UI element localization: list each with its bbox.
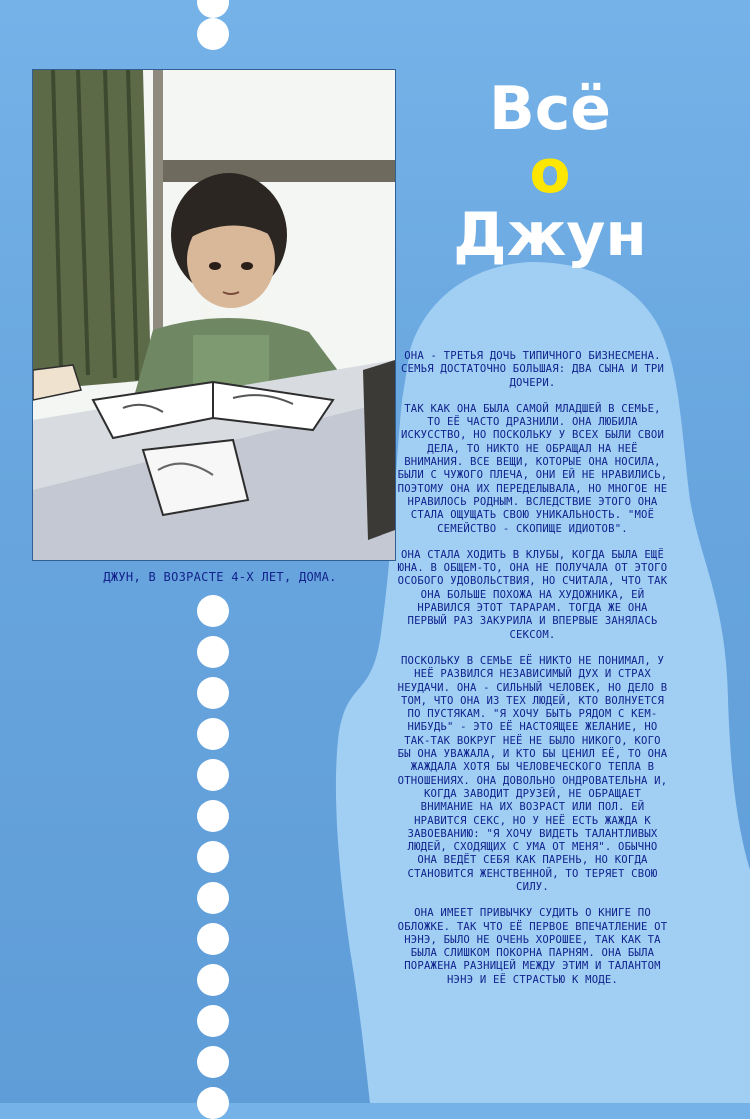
decorative-dot [197, 800, 229, 832]
title-line-2: о [529, 137, 571, 207]
title-line-3: Джун [453, 200, 647, 270]
decorative-dot [197, 841, 229, 873]
paragraph: ОНА СТАЛА ХОДИТЬ В КЛУБЫ, КОГДА БЫЛА ЕЩЁ ЮНА. В ОБЩЕМ-ТО, ОНА НЕ ПОЛУЧАЛА ОТ ЭТОГО ОСОБОГО УДОВОЛЬСТВИЯ, НО СЧИТАЛА, ЧТО ТАК ОНА БОЛЬШЕ ПОХОЖА НА ХУДОЖНИКА, ЕЙ НРАВИЛСЯ ЭТОТ ТАРАРАМ. ТОГДА ЖЕ ОНА ПЕРВЫЙ РАЗ ЗАКУРИЛА И ВПЕРВЫЕ ЗАНЯЛАСЬ СЕКСОМ. [397, 548, 668, 641]
page-title [420, 74, 680, 270]
article-body [395, 350, 670, 1000]
decorative-dot [197, 923, 229, 955]
paragraph: ОНА ИМЕЕТ ПРИВЫЧКУ СУДИТЬ О КНИГЕ ПО ОБЛОЖКЕ. ТАК ЧТО ЕЁ ПЕРВОЕ ВПЕЧАТЛЕНИЕ ОТ НЭНЭ, БЫЛО НЕ ОЧЕНЬ ХОРОШЕЕ, ТАК КАК ТА БЫЛА СЛИШКОМ ПОКОРНА ПАРНЯМ. ОНА БЫЛА ПОРАЖЕНА РАЗНИЦЕЙ МЕЖДУ ЭТИМ И ТАЛАНТОМ НЭНЭ И ЕЁ СТРАСТЬЮ К МОДЕ. [397, 907, 668, 986]
decorative-dot [197, 1005, 229, 1037]
decorative-dot [197, 1046, 229, 1078]
decorative-dot [197, 759, 229, 791]
decorative-dot [197, 964, 229, 996]
title-line-1: Всё [489, 74, 611, 144]
decorative-dot [197, 677, 229, 709]
illustration-caption: ДЖУН, В ВОЗРАСТЕ 4-Х ЛЕТ, ДОМА. [103, 570, 337, 584]
decorative-dot [197, 882, 229, 914]
decorative-dot [197, 718, 229, 750]
decorative-dot [197, 18, 229, 50]
decorative-dot [197, 636, 229, 668]
paragraph: ТАК КАК ОНА БЫЛА САМОЙ МЛАДШЕЙ В СЕМЬЕ, ТО ЕЁ ЧАСТО ДРАЗНИЛИ. ОНА ЛЮБИЛА ИСКУССТВО, НО ПОСКОЛЬКУ У ВСЕХ БЫЛИ СВОИ ДЕЛА, ТО НИКТО НЕ ОБРАЩАЛ НА НЕЁ ВНИМАНИЯ. ВСЕ ВЕЩИ, КОТОРЫЕ ОНА НОСИЛА, БЫЛИ С ЧУЖОГО ПЛЕЧА, ОНИ ЕЙ НЕ НРАВИЛИСЬ, ПОЭТОМУ ОНА ИХ ПЕРЕДЕЛЫВАЛА, НО МНОГОЕ НЕ НРАВИЛОСЬ РОДНЫМ. ВСЛЕДСТВИЕ ЭТОГО ОНА СТАЛА ОЩУЩАТЬ СВОЮ УНИКАЛЬНОСТЬ. "МОЁ СЕМЕЙСТВО - СКОПИЩЕ ИДИОТОВ". [397, 402, 668, 535]
paragraph: ПОСКОЛЬКУ В СЕМЬЕ ЕЁ НИКТО НЕ ПОНИМАЛ, У НЕЁ РАЗВИЛСЯ НЕЗАВИСИМЫЙ ДУХ И СТРАХ НЕУДАЧИ. ОНА - СИЛЬНЫЙ ЧЕЛОВЕК, НО ДЕЛО В ТОМ, ЧТО ОНА ИЗ ТЕХ ЛЮДЕЙ, КТО ВОЛНУЕТСЯ ПО ПУСТЯКАМ. "Я ХОЧУ БЫТЬ РЯДОМ С КЕМ-НИБУДЬ" - ЭТО ЕЁ НАСТОЯЩЕЕ ЖЕЛАНИЕ, НО ТАК-ТАК ВОКРУГ НЕЁ НЕ БЫЛО НИКОГО, КОГО БЫ ОНА УВАЖАЛА, И КТО БЫ ЦЕНИЛ ЕЁ, ТО ОНА ЖАЖДАЛА ХОТЯ БЫ ЧЕЛОВЕЧЕСКОГО ТЕПЛА В ОТНОШЕНИЯХ. ОНА ДОВОЛЬНО ОНДРОВАТЕЛЬНА И, КОГДА ЗАВОДИТ ДРУЗЕЙ, НЕ ОБРАЩАЕТ ВНИМАНИЕ НА ИХ ВОЗРАСТ ИЛИ ПОЛ. ЕЙ НРАВИТСЯ СЕКС, НО У НЕЁ ЕСТЬ ЖАЖДА К ЗАВОЕВАНИЮ: "Я ХОЧУ ВИДЕТЬ ТАЛАНТЛИВЫХ ЛЮДЕЙ, СХОДЯЩИХ С УМА ОТ МЕНЯ". ОБЫЧНО ОНА ВЕДЁТ СЕБЯ КАК ПАРЕНЬ, НО КОГДА СТАНОВИТСЯ ЖЕНСТВЕННОЙ, ТО ТЕРЯЕТ СВОЮ СИЛУ. [397, 654, 668, 893]
decorative-dot [197, 1087, 229, 1119]
paragraph: ОНА - ТРЕТЬЯ ДОЧЬ ТИПИЧНОГО БИЗНЕСМЕНА. СЕМЬЯ ДОСТАТОЧНО БОЛЬШАЯ: ДВА СЫНА И ТРИ ДОЧЕРИ. [400, 350, 665, 389]
decorative-dot [197, 595, 229, 627]
child-illustration [33, 70, 395, 560]
